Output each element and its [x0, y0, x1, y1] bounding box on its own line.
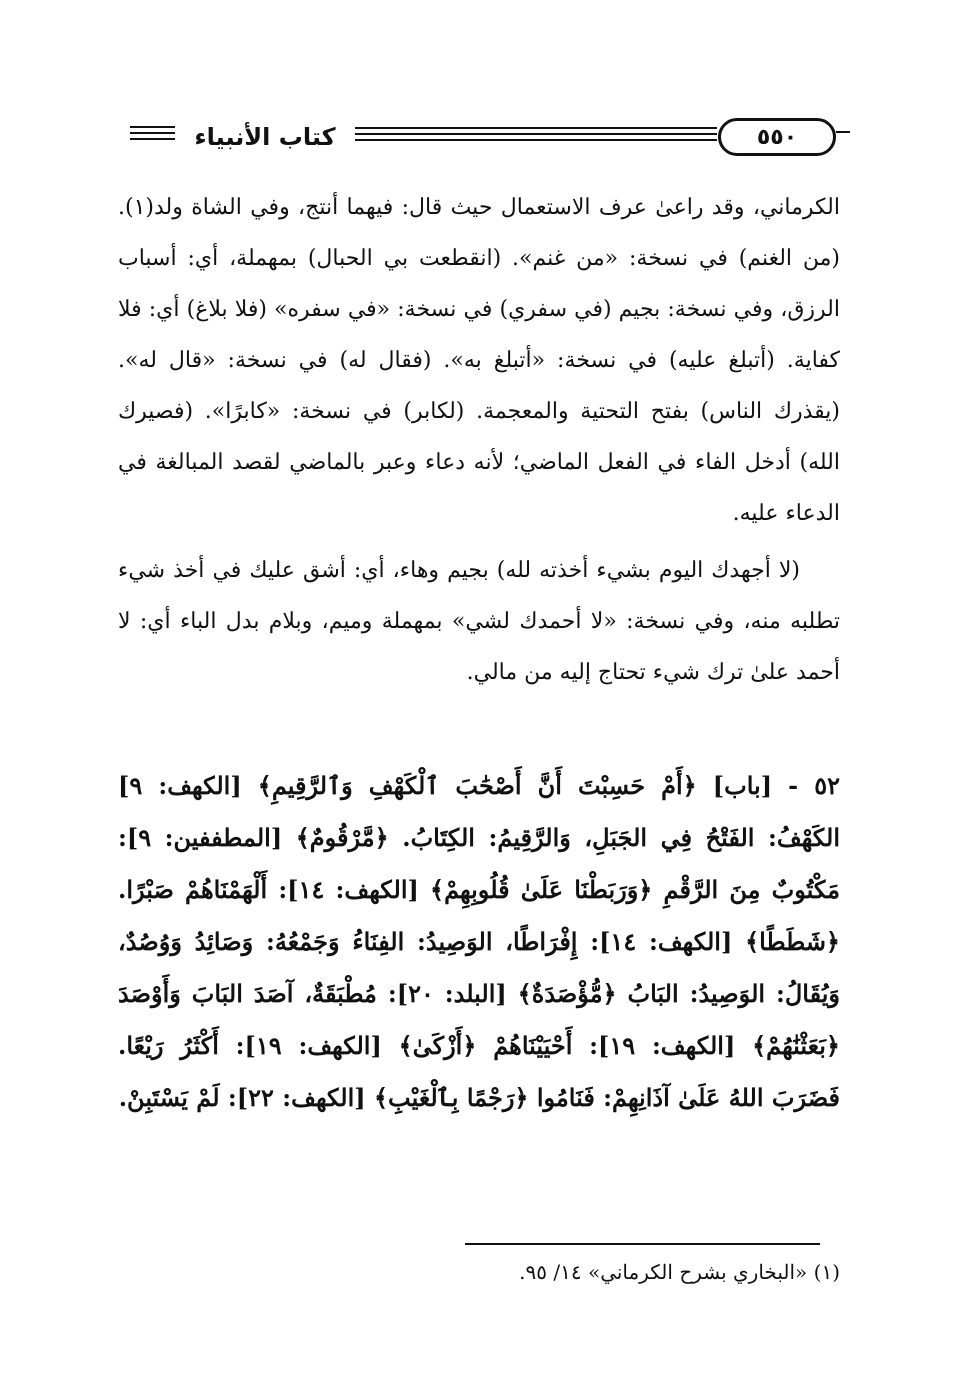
commentary-paragraph-2: (لا أجهدك اليوم بشيء أخذته لله) بجيم وهاء، أي: أشق عليك في أخذ شيء تطلبه منه، وفي نسخة: «لا أحمدك لشي» بمهملة وميم، وبلام بدل الباء أي: لا أحمد علىٰ ترك شيء تحتاج إليه من مالي. [118, 558, 840, 685]
header-rule-right [836, 131, 850, 133]
chapter-section [118, 760, 840, 1124]
page-header [120, 118, 845, 158]
header-rule-center-top [355, 127, 717, 129]
running-head-title: كتاب الأنبياء [194, 123, 336, 151]
header-rule-left-bottom [130, 138, 175, 140]
page-number: ٥٥٠ [718, 118, 836, 156]
footnote-separator [465, 1243, 820, 1245]
header-rule-center-middle [355, 133, 717, 135]
chapter-text: ٥٢ - [باب] ﴿أَمْ حَسِبْتَ أَنَّ أَصْحَٰبَ ٱلْكَهْفِ وَٱلرَّقِيمِ﴾ [الكهف: ٩] الكَهْفُ: الفَتْحُ فِي الجَبَلِ، وَالرَّقِيمُ: الكِتَابُ. ﴿مَّرْقُومٌ﴾ [المطففين: ٩]: مَكْتُوبٌ مِنَ الرَّقْمِ ﴿وَرَبَطْنَا عَلَىٰ قُلُوبِهِمْ﴾ [الكهف: ١٤]: أَلْهَمْنَاهُمْ صَبْرًا. ﴿شَطَطًا﴾ [الكهف: ١٤]: إِفْرَاطًا، الوَصِيدُ: الفِنَاءُ وَجَمْعُهُ: وَصَائِدُ وَوُصُدٌ، وَيُقَالُ: الوَصِيدُ: البَابُ ﴿مُّؤْصَدَةٌ﴾ [البلد: ٢٠]: مُطْبَقَةٌ، آصَدَ البَابَ وَأَوْصَدَ ﴿بَعَثْنَٰهُمْ﴾ [الكهف: ١٩]: أَحْيَيْنَاهُمْ ﴿أَزْكَىٰ﴾ [الكهف: ١٩]: أَكْثَرُ رَيْعًا. فَضَرَبَ اللهُ عَلَىٰ آذَانِهِمْ: فَنَامُوا ﴿رَجْمًا بِٱلْغَيْبِ﴾ [الكهف: ٢٢]: لَمْ يَسْتَبِنْ. [118, 771, 840, 1112]
commentary-text [118, 182, 840, 698]
header-rule-left-top [130, 126, 175, 128]
header-rule-left-middle [130, 132, 175, 134]
commentary-paragraph-1: الكرماني، وقد راعىٰ عرف الاستعمال حيث قال: فيهما أنتج، وفي الشاة ولد(١). (من الغنم) في نسخة: «من غنم». (انقطعت بي الحبال) بمهملة، أي: أسباب الرزق، وفي نسخة: بجيم (في سفري) في نسخة: «في سفره» (فلا بلاغ) أي: فلا كفاية. (أتبلغ عليه) في نسخة: «أتبلغ به». (فقال له) في نسخة: «قال له». (يقذرك الناس) بفتح التحتية والمعجمة. (لكابر) في نسخة: «كابرًا». (فصيرك الله) أدخل الفاء في الفعل الماضي؛ لأنه دعاء وعبر بالماضي لقصد المبالغة في الدعاء عليه. [118, 195, 840, 526]
footnote: (١) «البخاري بشرح الكرماني» ١٤/ ٩٥. [519, 1260, 840, 1284]
header-rule-center-bottom [355, 139, 717, 141]
